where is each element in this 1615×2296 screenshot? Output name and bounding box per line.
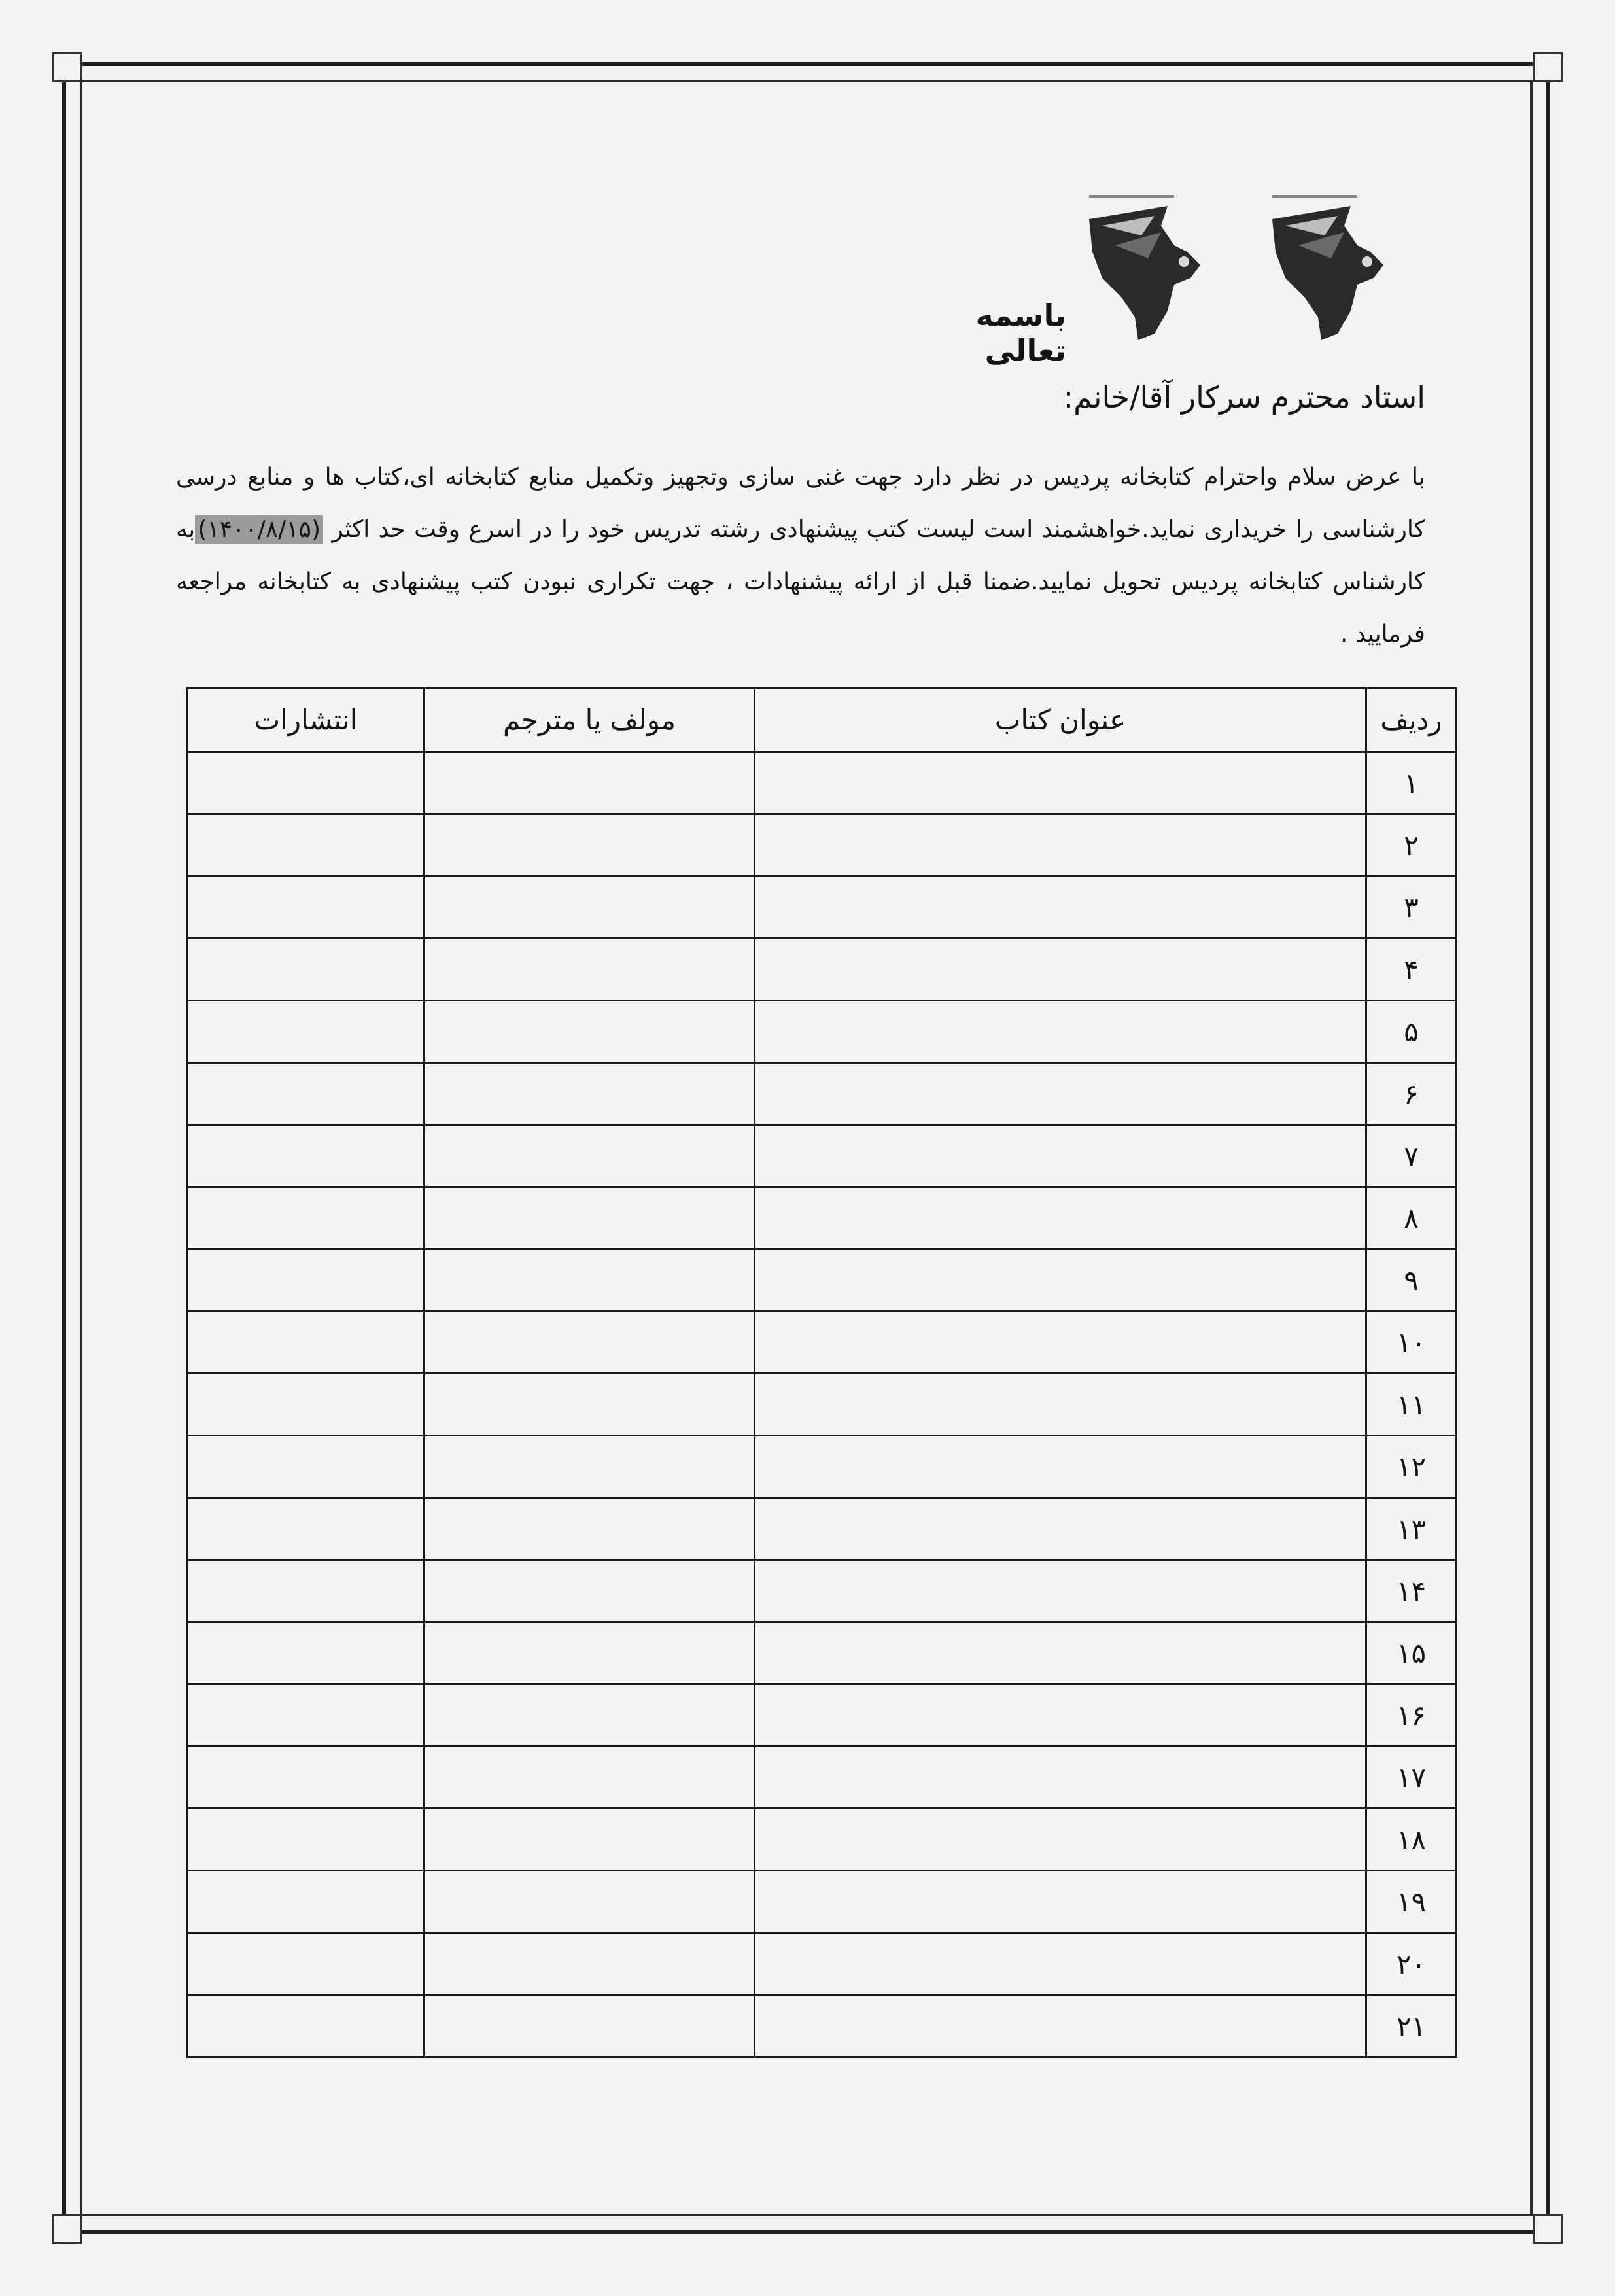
publisher-cell[interactable] [188, 1933, 425, 1995]
publisher-cell[interactable] [188, 1684, 425, 1747]
table-row [188, 1995, 1457, 2057]
author-cell[interactable] [425, 1684, 755, 1747]
publisher-cell[interactable] [188, 1312, 425, 1374]
row-number-cell: ۱۳ [1366, 1498, 1457, 1560]
author-cell[interactable] [425, 1374, 755, 1436]
publisher-cell[interactable] [188, 1995, 425, 2057]
corner-ornament [1533, 52, 1563, 82]
author-cell[interactable] [425, 1249, 755, 1312]
book-title-cell[interactable] [755, 1063, 1366, 1125]
table-row [188, 1871, 1457, 1933]
table-row [188, 1498, 1457, 1560]
body-text-part1: با عرض سلام واحترام کتابخانه پردیس در نظر دارد جهت غنی سازی وتجهیز وتکمیل منابع کتابخانه ای،کتاب ها و منابع درسی کارشناسی را خریداری نماید.خواهشمند است لیست کتب پیشنهادی رشته تدریس خود را در اسرع وقت حد اکثر [176, 464, 1425, 543]
author-cell[interactable] [425, 1125, 755, 1187]
book-title-cell[interactable] [755, 1249, 1366, 1312]
table-row [188, 1809, 1457, 1871]
book-suggestion-table [186, 687, 1457, 2058]
table-row [188, 1684, 1457, 1747]
row-number-cell: ۱۹ [1366, 1871, 1457, 1933]
book-title-cell[interactable] [755, 1374, 1366, 1436]
table-row [188, 1374, 1457, 1436]
body-text-part2: به کارشناس کتابخانه پردیس تحویل نمایید.ضمنا قبل از ارائه پیشنهادات ، جهت تکراری نبودن کتب پیشنهادی به کتابخانه مراجعه فرمایید . [176, 516, 1425, 648]
logo-group [1076, 186, 1403, 343]
book-title-cell[interactable] [755, 1995, 1366, 2057]
author-cell[interactable] [425, 1498, 755, 1560]
publisher-cell[interactable] [188, 1498, 425, 1560]
author-cell[interactable] [425, 1001, 755, 1063]
publisher-cell[interactable] [188, 1560, 425, 1622]
corner-ornament [52, 2214, 82, 2244]
book-title-cell[interactable] [755, 1312, 1366, 1374]
row-number-cell: ۱۶ [1366, 1684, 1457, 1747]
table-row [188, 1622, 1457, 1684]
header-publisher: انتشارات [188, 688, 425, 752]
book-title-cell[interactable] [755, 1436, 1366, 1498]
table-row [188, 1249, 1457, 1312]
header-row-number: ردیف [1366, 688, 1457, 752]
author-cell[interactable] [425, 814, 755, 877]
row-number-cell: ۱ [1366, 752, 1457, 814]
table-row [188, 1125, 1457, 1187]
row-number-cell: ۲ [1366, 814, 1457, 877]
row-number-cell: ۲۰ [1366, 1933, 1457, 1995]
publisher-cell[interactable] [188, 939, 425, 1001]
publisher-cell[interactable] [188, 1125, 425, 1187]
row-number-cell: ۱۸ [1366, 1809, 1457, 1871]
row-number-cell: ۹ [1366, 1249, 1457, 1312]
author-cell[interactable] [425, 1187, 755, 1249]
table-row [188, 1001, 1457, 1063]
row-number-cell: ۶ [1366, 1063, 1457, 1125]
book-title-cell[interactable] [755, 877, 1366, 939]
table-row [188, 1560, 1457, 1622]
book-title-cell[interactable] [755, 1809, 1366, 1871]
body-paragraph [176, 451, 1425, 661]
book-title-cell[interactable] [755, 1187, 1366, 1249]
row-number-cell: ۱۷ [1366, 1747, 1457, 1809]
table-row [188, 814, 1457, 877]
table-row [188, 939, 1457, 1001]
publisher-cell[interactable] [188, 877, 425, 939]
row-number-cell: ۵ [1366, 1001, 1457, 1063]
author-cell[interactable] [425, 1622, 755, 1684]
author-cell[interactable] [425, 1933, 755, 1995]
author-cell[interactable] [425, 752, 755, 814]
deadline-date: (۱۴۰۰/۸/۱۵) [195, 515, 323, 544]
table-row [188, 877, 1457, 939]
table-row [188, 1747, 1457, 1809]
author-cell[interactable] [425, 1063, 755, 1125]
author-cell[interactable] [425, 1747, 755, 1809]
row-number-cell: ۱۱ [1366, 1374, 1457, 1436]
publisher-cell[interactable] [188, 1436, 425, 1498]
publisher-cell[interactable] [188, 1187, 425, 1249]
bird-logo-icon [1259, 186, 1403, 343]
row-number-cell: ۱۴ [1366, 1560, 1457, 1622]
author-cell[interactable] [425, 1871, 755, 1933]
book-title-cell[interactable] [755, 1871, 1366, 1933]
publisher-cell[interactable] [188, 1809, 425, 1871]
publisher-cell[interactable] [188, 1871, 425, 1933]
row-number-cell: ۱۰ [1366, 1312, 1457, 1374]
book-title-cell[interactable] [755, 1498, 1366, 1560]
row-number-cell: ۱۲ [1366, 1436, 1457, 1498]
book-title-cell[interactable] [755, 1560, 1366, 1622]
publisher-cell[interactable] [188, 814, 425, 877]
page-title: باسمه تعالی [975, 298, 1066, 368]
publisher-cell[interactable] [188, 1001, 425, 1063]
table-header-row [188, 688, 1457, 752]
table-row [188, 1436, 1457, 1498]
book-title-cell[interactable] [755, 814, 1366, 877]
publisher-cell[interactable] [188, 1747, 425, 1809]
publisher-cell[interactable] [188, 1374, 425, 1436]
author-cell[interactable] [425, 1809, 755, 1871]
row-number-cell: ۷ [1366, 1125, 1457, 1187]
author-cell[interactable] [425, 1560, 755, 1622]
table-row [188, 1312, 1457, 1374]
publisher-cell[interactable] [188, 1249, 425, 1312]
row-number-cell: ۸ [1366, 1187, 1457, 1249]
publisher-cell[interactable] [188, 1622, 425, 1684]
table-row [188, 1933, 1457, 1995]
row-number-cell: ۲۱ [1366, 1995, 1457, 2057]
book-title-cell[interactable] [755, 1125, 1366, 1187]
book-title-cell[interactable] [755, 1747, 1366, 1809]
book-title-cell[interactable] [755, 1001, 1366, 1063]
table-row [188, 1063, 1457, 1125]
author-cell[interactable] [425, 1995, 755, 2057]
greeting-line: استاد محترم سرکار آقا/خانم: [1063, 379, 1425, 415]
publisher-cell[interactable] [188, 1063, 425, 1125]
table-row [188, 752, 1457, 814]
book-title-cell[interactable] [755, 1684, 1366, 1747]
book-title-cell[interactable] [755, 1933, 1366, 1995]
author-cell[interactable] [425, 1436, 755, 1498]
author-cell[interactable] [425, 877, 755, 939]
row-number-cell: ۴ [1366, 939, 1457, 1001]
header-book-title: عنوان کتاب [755, 688, 1366, 752]
row-number-cell: ۳ [1366, 877, 1457, 939]
corner-ornament [52, 52, 82, 82]
book-title-cell[interactable] [755, 939, 1366, 1001]
publisher-cell[interactable] [188, 752, 425, 814]
author-cell[interactable] [425, 1312, 755, 1374]
book-title-cell[interactable] [755, 752, 1366, 814]
book-title-cell[interactable] [755, 1622, 1366, 1684]
table-row [188, 1187, 1457, 1249]
header-author: مولف یا مترجم [425, 688, 755, 752]
corner-ornament [1533, 2214, 1563, 2244]
row-number-cell: ۱۵ [1366, 1622, 1457, 1684]
author-cell[interactable] [425, 939, 755, 1001]
bird-logo-icon [1076, 186, 1220, 343]
